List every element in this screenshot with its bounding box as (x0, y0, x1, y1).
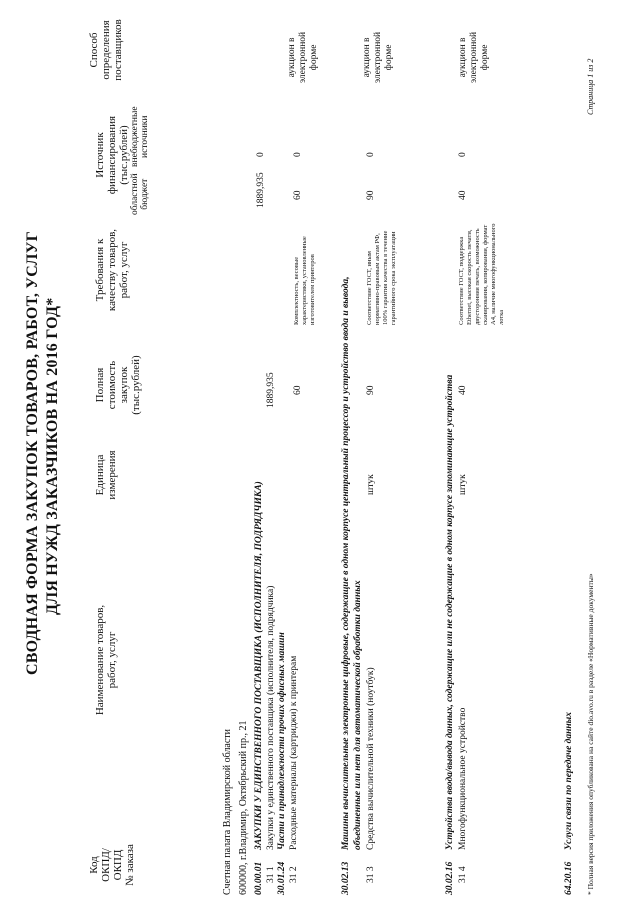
section-2-row-num: 31 2 (289, 866, 299, 883)
section-3-row-cost: 90 (366, 385, 376, 395)
section-2-row-name: Расходные материалы (картриджи) к принтерам (289, 655, 299, 850)
section-4-row-requirements: Соответствие ГОСТ, поддержка Ethernet, высокая скорость печати, двусторонняя печать, возможность сканирования, копирования, формат А4, наличие многофункционального лотка (458, 223, 505, 325)
header-code: Код ОКПД/ ОКПД № заказа (88, 844, 136, 886)
section-3-code: 30.02.13 (341, 861, 351, 895)
section-3-row-name: Средства вычислительной техники (ноутбук) (366, 667, 376, 850)
header-method: Способ определения поставщиков (88, 19, 124, 81)
section-1-row-regional: 1889,935 (256, 172, 266, 208)
section-2-row-extra: 0 (293, 152, 303, 157)
section-4-row-num: 31 4 (458, 866, 468, 883)
section-1-title: ЗАКУПКИ У ЕДИНСТВЕННОГО ПОСТАВЩИКА (ИСПОЛНИТЕЛЯ, ПОДРЯДЧИКА) (254, 481, 264, 850)
section-2-code: 30.01.24 (277, 861, 287, 895)
section-3-row-num: 31 3 (366, 866, 376, 883)
section-3-row-extra: 0 (366, 152, 376, 157)
section-2-title: Части и принадлежности прочих офисных машин (277, 632, 287, 850)
section-1-row-name: Закупки у единственного поставщика (исполнителя, подрядчика) (266, 585, 276, 850)
title-line-1: СВОДНАЯ ФОРМА ЗАКУПОК ТОВАРОВ, РАБОТ, УСЛУГ (24, 231, 41, 675)
section-1-row-cost: 1889,935 (266, 372, 276, 408)
section-3-row-method: аукцион в электронной форме (362, 31, 394, 83)
section-2-row-regional: 60 (293, 190, 303, 200)
customer-address: 600000, г.Владимир, Октябрьский пр., 21 (238, 720, 249, 895)
footer-note: * Полная версия приложения опубликована на сайте dio.avo.ru в разделе «Нормативные документы» (586, 573, 595, 895)
section-5-title: Услуги связи по передаче данных (564, 711, 574, 850)
header-cost: Полная стоимость закупок (тыс.рублей) (94, 355, 142, 415)
section-2-row-cost: 60 (293, 385, 303, 395)
section-5-code: 64.20.16 (564, 861, 574, 895)
section-4-row-cost: 40 (458, 385, 468, 395)
section-3-row-regional: 90 (366, 190, 376, 200)
section-4-row-regional: 40 (458, 190, 468, 200)
section-4-row-unit: штук (458, 474, 468, 495)
section-4-row-extra: 0 (458, 152, 468, 157)
header-unit: Единица измерения (94, 450, 118, 500)
section-4-row-method: аукцион в электронной форме (458, 31, 490, 83)
section-3-title-2: объединенные или нет для автоматической обработки данных (353, 580, 363, 850)
header-source: Источник финансирования (тыс.рублей) (94, 115, 130, 195)
header-source-extra: внебюджетные источники (130, 106, 150, 167)
header-requirements: Требования к качеству товаров, работ, услуг (94, 228, 130, 312)
customer-name: Счетная палата Владимирской области (222, 728, 233, 895)
footer-page-number: Страница 1 из 2 (586, 58, 595, 115)
section-4-code: 30.02.16 (445, 861, 455, 895)
section-1-code: 00.00.01 (254, 861, 264, 895)
header-source-regional: областной бюджет (130, 173, 150, 215)
section-4-row-name: Многофункциональное устройство (458, 707, 468, 850)
section-1-row-extra: 0 (256, 152, 266, 157)
section-4-title: Устройства ввода/вывода данных, содержащие или не содержащие в одном корпусе запоминающие устройства (445, 374, 455, 850)
section-2-row-method: аукцион в электронной форме (287, 31, 319, 83)
section-3-title-1: Машины вычислительные электронные цифровые, содержащие в одном корпусе центральный процессор и устройство ввода и вывода, (341, 276, 351, 850)
header-name: Наименование товаров, работ, услуг (94, 604, 118, 716)
title-line-2: ДЛЯ НУЖД ЗАКАЗЧИКОВ НА 2016 ГОД* (44, 297, 61, 615)
section-1-row-num: 31 1 (266, 866, 276, 883)
section-3-row-requirements: Соответствие ГОСТ, иным нормативно-правовым актам РФ, 100% гарантия качества в течение гарантийного срока эксплуатации (366, 230, 397, 325)
section-2-row-requirements: Комплектность, весовые характеристики, установленные изготовителем принтеров (293, 236, 316, 325)
section-3-row-unit: штук (366, 474, 376, 495)
